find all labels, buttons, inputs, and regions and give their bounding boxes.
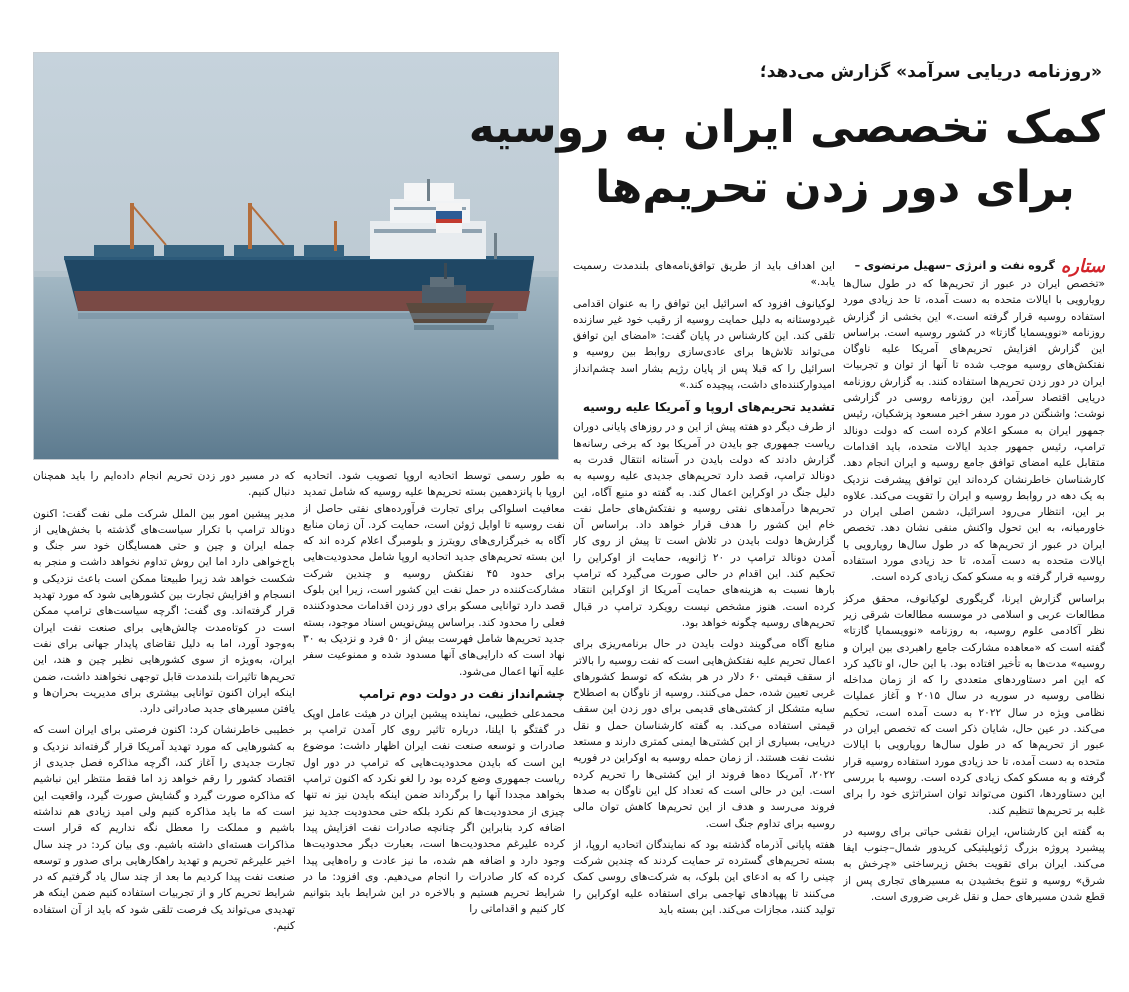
paragraph: از طرف دیگر دو هفته پیش از این و در روزهای پایانی دوران ریاست جمهوری جو بایدن در آمریکا بود که برخی رسانه‌ها گزارش دادند که دولت بایدن در آستانه انتقال قدرت به دونالد ترامپ، قصد دارد تحریم‌های جدیدی علیه روسیه به دلیل جنگ در اوکراین اعمال کند. به گفته دو منبع آگاه، این تحریم‌ها درآمدهای نفتی روسیه و نفتکش‌های حامل نفت خام این کشور را هدف قرار خواهد داد. براساس آن گزارش‌ها دولت بایدن در تلاش است تا پیش از روی کار آمدن دونالد ترامپ در ۲۰ ژانویه، حمایت از اوکراین را تحکیم کند. این اقدام در حالی صورت می‌گیرد که ترامپ بارها نسبت به هزینه‌های حمایت آمریکا از اوکراین انتقاد کرده است. هنوز مشخص نیست رویکرد ترامپ در قبال تحریم‌های روسیه چگونه خواهد بود. (573, 421, 835, 629)
paragraph: براساس گزارش ایرنا، گریگوری لوکیانوف، محقق مرکز مطالعات عربی و اسلامی در موسسه مطالعات شرقی زیر نظر آکادمی علوم روسیه، به روزنامه «نوویسمایا گازتا» گفته است که «معاهده مشارکت جامع راهبردی بین ایران و روسیه» مدت‌ها به تأخیر افتاده بود. با این حال، او تاکید کرد که این امر دستاوردهای متعددی را که از زمان مداخله نظامی روسیه در سوریه در سال ۲۰۱۵ و آغاز عملیات نظامی ویژه در سال ۲۰۲۲ به دست آمده است، تحکیم می‌کند. در عین حال، شایان ذکر است که تخصص ایران در عبور از تحریم‌ها که در طول سال‌ها رویارویی با ایالات متحده به دست آمده، تا حد زیادی مورد استفاده روسیه قرار گرفته و به مسکو کمک زیادی کرده است. روسیه با بررسی این دستاوردها، اکنون می‌تواند توان استراتژی خود را برای غلبه بر تحریم‌ها تنظیم کند. (843, 592, 1105, 817)
byline-row (843, 258, 1105, 276)
paragraph: لوکیانوف افزود که اسرائیل این توافق را به عنوان اقدامی غیردوستانه به دلیل حمایت روسیه از رقیب خود غیر سازنده تلقی کند. این کارشناس در پایان گفت: «امضای این توافق می‌تواند تلاش‌ها برای عادی‌سازی روابط بین روسیه و اسرائیل را که قبلا پس از پایان رژیم بشار اسد چشم‌انداز امیدوارکننده‌ای داشت، پیچیده کند.» (573, 297, 835, 392)
paragraph: «تخصص ایران در عبور از تحریم‌ها که در طول سال‌ها رویارویی با ایالات متحده به دست آمده، تا حد زیادی مورد استفاده روسیه قرار گرفته است.» این بخشی از گزارش روزنامه «نوویسمایا گازتا» در کشور روسیه است. براساس این گزارش افزایش تحریم‌های آمریکا علیه ناوگان نفتکش‌های روسیه موجب شده تا آنها از توان و تجربیات ایران در دور زدن تحریم‌ها استفاده کنند. به گزارش روزنامه دریایی اقتصاد سرآمد، این روزنامه روسی در گزارشی نوشت: واشنگتن در مورد سفر اخیر مسعود پزشکیان، رئیس جمهور ایران به مسکو اعلام کرده است که دولت دونالد ترامپ، رئیس جمهور جدید ایالات متحده، باید اقدامات متقابل علیه امضای توافق جامع روسیه و ایران انجام دهد. کارشناسان خاطرنشان کرده‌اند این توافق پیشرفت نزدیک به یک دهه در روابط روسیه و ایران را تقویت می‌کند. علاوه بر این، انتظار می‌رود اسرائیل، دشمن اصلی ایران در خاورمیانه، به این تحول واکنش منفی نشان دهد. تخصص ایران در عبور از تحریم‌ها که در طول سال‌ها رویارویی با ایالات متحده به دست آمده، تا حد زیادی مورد استفاده روسیه قرار گرفته و به مسکو کمک زیادی کرده است. (843, 278, 1105, 584)
headline-line-2: برای دور زدن تحریم‌ها (595, 162, 1075, 213)
article-column-1 (843, 258, 1105, 986)
paragraph: منابع آگاه می‌گویند دولت بایدن در حال برنامه‌ریزی برای اعمال تحریم علیه نفتکش‌هایی است که نفت روسیه را بالاتر از سقف قیمتی ۶۰ دلار در هر بشکه که توسط کشورهای غربی تعیین شده، حمل می‌کنند. روسیه از ناوگان به اصطلاح سایه متشکل از کشتی‌های قدیمی برای دور زدن این سقف قیمتی استفاده می‌کند. به گفته کارشناسان حمل و نقل دریایی، بسیاری از این کشتی‌ها ایمنی کمتری دارند و مستعد نشت نفت هستند. از زمان حمله روسیه به اوکراین در فوریه ۲۰۲۲، آمریکا ده‌ها فروند از این کشتی‌ها را تحریم کرده است. این در حالی است که تعداد کل این ناوگان به صدها فروند می‌رسد و هدف از این تحریم‌ها کاهش توان مالی روسیه برای تداوم جنگ است. (573, 638, 835, 830)
article-column-3 (303, 468, 565, 986)
paragraph: هفته پایانی آذرماه گذشته بود که نمایندگان اتحادیه اروپا، از بسته تحریم‌های گسترده تر حمایت کردند که چندین شرکت چینی را که به ادعای این بلوک، به شرکت‌های روسی کمک می‌کنند تا پهپادهای تهاجمی برای استفاده علیه اوکراین را تولید کنند، مجازات می‌کند. این بسته باید (573, 838, 835, 916)
paragraph: خطیبی خاطرنشان کرد: اکنون فرصتی برای ایران است که به کشورهایی که مورد تهدید آمریکا قرار گرفته‌اند نزدیک و تجارت جدیدی را آغاز کند، اگرچه مذاکره فصل جدیدی از اقتصاد کشور را رقم خواهد زد اما فقط منتظر این نباشیم که مذاکره صورت گیرد و گشایش صورت گیرد، واقعیت این است که ما باید مذاکره کنیم ولی امید زیادی هم نداشته باشیم و مملکت را معطل نگه نداریم که قرار است مذاکرات هسته‌ای داشته باشیم. وی بیان کرد: در چند سال اخیر علیرغم تحریم و تهدید راهکارهایی برای صدور و توسعه صنعت نفت پیدا کردیم ما بعد از چند سال یاد گرفتیم که در شرایط تحریم کار و از تجربیات استفاده کنیم ضمن اینکه هر تهدیدی می‌تواند یک فرصت تلقی شود که باید از آن استفاده کنیم. (33, 724, 295, 933)
publication-logo: ستاره (1060, 258, 1105, 277)
ship-bridge (370, 221, 486, 259)
paragraph: که در مسیر دور زدن تحریم انجام داده‌ایم را باید همچنان دنبال کنیم. (33, 470, 295, 499)
paragraph: به طور رسمی توسط اتحادیه اروپا تصویب شود. اتحادیه اروپا با پانزدهمین بسته تحریم‌ها علیه روسیه که شامل تمدید معافیت اسلواکی برای تجارت فرآورده‌های نفتی حاصل از نفت روسیه تا اوایل ژوئن است، حمایت کرد. آن زمان منابع آگاه به خبرگزاری‌های رویترز و بلومبرگ اعلام کرده اند که این بسته تحریم‌های جدید اتحادیه اروپا شامل محدودیت‌هایی برای حدود ۴۵ نفتکش روسیه و چندین شرکت مشارکت‌کننده در حمل نفت این کشور است، زیرا این بلوک قصد دارد توانایی مسکو برای دور زدن اقدامات محدودکننده فعلی را محدود کند. براساس پیش‌نویس اسناد موجود، بسته جدید تحریم‌ها شامل فهرست بیش از ۵۰ فرد و نزدیک به ۳۰ نهاد است که دارایی‌های آنها مسدود شده و ممنوعیت سفر علیه آنها اعمال می‌شود. (303, 470, 565, 678)
section-subhead: چشم‌انداز نفت در دولت دوم ترامپ (358, 686, 565, 701)
paragraph: مدیر پیشین امور بین الملل شرکت ملی نفت گفت: اکنون دونالد ترامپ با تکرار سیاست‌های گذشته با بخش‌هایی از جمله ایران و چین و حتی همسایگان خود سر جنگ و باج‌خواهی دارد اما این روش تداوم نخواهد داشت و منجر به شکست خواهد شد زیرا طبیعتا ممکن است باعث نزدیکی و انسجام و افزایش تجارت بین کشورهایی شود که مورد تهدید قرار گرفته‌اند. وی گفت: اگرچه سیاست‌های ترامپ ممکن است در کوتاه‌مدت چالش‌هایی برای صنعت نفت ایران به‌وجود آورد، اما به دلیل تقاضای پایدار جهانی برای نفت ایران، به‌ویژه از سوی کشورهایی نظیر چین و هند، این تحریم‌ها تاثیرات بلندمدت قابل توجهی نخواهند داشت، ضمن اینکه ایران اکنون توانایی بیشتری برای مدیریت بحران‌ها و یافتن مسیرهای جدید صادراتی دارد. (33, 507, 295, 716)
article-headline (468, 98, 1105, 218)
paragraph: این اهداف باید از طریق توافق‌نامه‌های بلندمدت رسمیت یابد.» (573, 260, 835, 289)
paragraph: محمدعلی خطیبی، نماینده پیشین ایران در هیئت عامل اوپک در گفتگو با ایلنا، درباره تاثیر روی کار آمدن ترامپ بر صادرات و توسعه صنعت نفت ایران اظهار داشت: موضوع این است که بایدن محدودیت‌هایی که ترامپ در دور اول ریاست جمهوری وضع کرده بود را لغو نکرد که اکنون ترامپ بخواهد مجددا آنها را برگرداند ضمن اینکه بایدن نیز نه تنها چیزی از محدودیت‌ها کم نکرد بلکه حتی محدودیت جدید نیز اضافه کرد بنابراین اگر چنانچه صادرات نفت افزایش پیدا کرده علیرغم محدودیت‌ها است، بعبارت دیگر محدودیت‌ها وجود دارد و اضافه هم شده، ما نیز عادت و راه‌هایی پیدا کرده که کار صادرات را انجام می‌دهیم. وی افزود: ما در شرایط تحریم هستیم و بالاخره در این شرایط باید بتوانیم کار کنیم و اقداماتی را (303, 707, 565, 916)
section-subhead: تشدید تحریم‌های اروپا و آمریکا علیه روسیه (582, 400, 835, 415)
article-column-2 (573, 258, 835, 986)
paragraph: به گفته این کارشناس، ایران نقشی حیاتی برای روسیه در پیشبرد پروژه بزرگ ژئوپلیتیکی کریدور شمال–جنوب ایفا می‌کند. ایران برای تقویت بخش زیرساختی «چرخش به شرق» روسیه و تنوع بخشیدن به مسیرهای تجاری پس از قطع شدن مسیرهای حمل و نقل غربی ضروری است. (843, 825, 1105, 903)
article-column-4 (33, 468, 295, 986)
byline: گروه نفت و انرژی –سهیل مرتضوی – (854, 259, 1055, 272)
headline-line-1: کمک تخصصی ایران به روسیه (468, 102, 1105, 153)
article-kicker: «روزنامه دریایی سرآمد» گزارش می‌دهد؛ (759, 62, 1102, 82)
